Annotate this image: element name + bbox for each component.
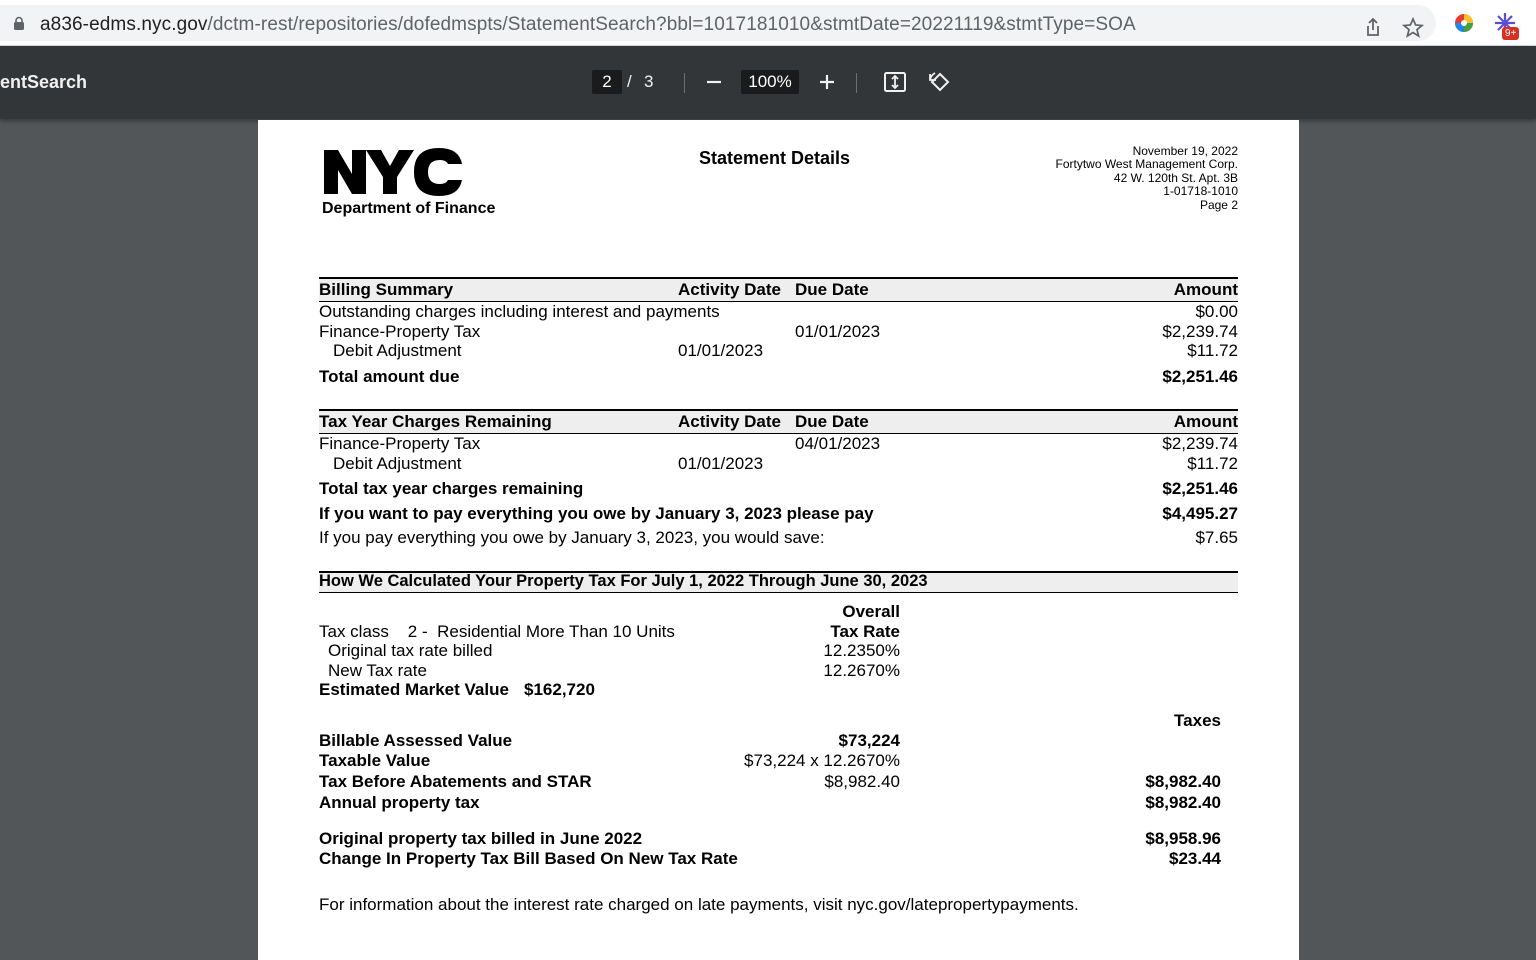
page-count: 3 — [644, 72, 654, 91]
toolbar-divider — [856, 73, 857, 93]
taxyear-row-label: Debit Adjustment — [333, 454, 462, 473]
original-rate-value: 12.2350% — [823, 641, 900, 660]
taxable-value: $73,224 x 12.2670% — [744, 751, 900, 770]
billing-activity-col: Activity Date — [678, 280, 781, 299]
owner-address: 42 W. 120th St. Apt. 3B — [1113, 170, 1238, 185]
taxyear-activity-col: Activity Date — [678, 412, 781, 431]
page-separator: / — [627, 72, 632, 91]
payall-amount: $4,495.27 — [1162, 504, 1238, 523]
billing-row-due: 01/01/2023 — [795, 322, 881, 341]
page-number-input[interactable]: 2 — [592, 70, 622, 94]
department-name: Department of Finance — [322, 200, 496, 217]
billing-row-amount: $0.00 — [1195, 302, 1238, 321]
rule — [319, 592, 1238, 593]
rotate-icon[interactable] — [926, 68, 954, 96]
billable-av-value: $73,224 — [838, 731, 900, 750]
market-value-label: Estimated Market Value — [319, 680, 509, 699]
taxyear-row-amount: $2,239.74 — [1162, 434, 1238, 453]
taxes-col-label: Taxes — [1174, 711, 1221, 730]
document-title: entSearch — [0, 72, 88, 92]
bbl-number: 1-01718-1010 — [1163, 184, 1238, 199]
fit-to-page-icon[interactable] — [881, 68, 909, 96]
toolbar-divider — [684, 73, 685, 93]
billing-amount-col: Amount — [1173, 280, 1238, 299]
billing-due-col: Due Date — [795, 280, 869, 299]
original-rate-label: Original tax rate billed — [328, 641, 493, 660]
page-label: Page 2 — [1199, 197, 1238, 212]
taxyear-total-amount: $2,251.46 — [1162, 479, 1238, 498]
billing-row-label: Debit Adjustment — [333, 341, 462, 360]
rule — [319, 409, 1238, 411]
nyc-logo-icon — [322, 146, 468, 198]
market-value: $162,720 — [524, 680, 595, 699]
lock-icon[interactable] — [12, 16, 26, 30]
billing-row-amount: $2,239.74 — [1162, 322, 1238, 341]
taxyear-row-activity: 01/01/2023 — [678, 454, 764, 473]
billing-row-label: Finance-Property Tax — [319, 322, 481, 341]
extension-badge: 9+ — [1502, 27, 1519, 40]
pdf-toolbar — [0, 46, 1536, 119]
omnibox[interactable] — [0, 5, 1436, 41]
new-rate-label: New Tax rate — [328, 661, 427, 680]
browser-address-bar — [0, 0, 1536, 46]
billing-summary-header: Billing Summary — [319, 280, 454, 299]
url-host: a836-edms.nyc.gov — [40, 14, 208, 35]
new-rate-value: 12.2670% — [823, 661, 900, 680]
taxyear-row-amount: $11.72 — [1187, 454, 1238, 473]
taxyear-due-col: Due Date — [795, 412, 869, 431]
savings-amount: $7.65 — [1195, 528, 1238, 547]
change-label: Change In Property Tax Bill Based On New Tax Rate — [319, 849, 738, 868]
billing-row-label: Outstanding charges including interest and payments — [319, 302, 720, 321]
taxyear-row-due: 04/01/2023 — [795, 434, 881, 453]
taxyear-row-label: Finance-Property Tax — [319, 434, 481, 453]
taxyear-total-label: Total tax year charges remaining — [319, 479, 584, 498]
url-path: /dctm-rest/repositories/dofedmspts/StatementSearch?bbl=1017181010&stmtDate=20221119&stmtType=SOA — [207, 14, 1136, 35]
taxyear-amount-col: Amount — [1173, 412, 1238, 431]
calculation-header: How We Calculated Your Property Tax For July 1, 2022 Through June 30, 2023 — [319, 572, 928, 590]
tax-before-tax: $8,982.40 — [1145, 772, 1221, 791]
annual-tax-label: Annual property tax — [319, 793, 480, 812]
statement-title: Statement Details — [699, 148, 851, 168]
bookmark-star-icon[interactable] — [1400, 15, 1426, 41]
taxable-value-label: Taxable Value — [319, 751, 431, 770]
change-value: $23.44 — [1169, 849, 1221, 868]
color-wheel-extension-icon[interactable] — [1451, 10, 1477, 36]
statement-date: November 19, 2022 — [1132, 144, 1238, 158]
taxyear-header: Tax Year Charges Remaining — [319, 412, 552, 431]
zoom-level-input[interactable]: 100% — [741, 70, 799, 94]
tax-rate-label: Tax Rate — [830, 622, 900, 641]
rule — [319, 277, 1238, 279]
payall-label: If you want to pay everything you owe by January 3, 2023 please pay — [319, 504, 874, 523]
late-payment-note: For information about the interest rate charged on late payments, visit nyc.gov/latepropertypayments. — [319, 895, 1079, 914]
total-due-amount: $2,251.46 — [1162, 367, 1238, 386]
total-due-label: Total amount due — [319, 367, 460, 386]
owner-name: Fortytwo West Management Corp. — [1055, 157, 1238, 172]
pdf-page — [258, 120, 1299, 960]
share-icon[interactable] — [1360, 15, 1386, 41]
tax-before-label: Tax Before Abatements and STAR — [319, 772, 592, 791]
annual-tax-value: $8,982.40 — [1145, 793, 1221, 812]
owner-info — [1055, 145, 1238, 212]
zoom-out-icon[interactable] — [700, 68, 728, 96]
savings-label: If you pay everything you owe by January 3, 2023, you would save: — [319, 528, 825, 547]
url-text[interactable] — [40, 14, 1136, 36]
billable-av-label: Billable Assessed Value — [319, 731, 513, 750]
zoom-in-icon[interactable] — [813, 68, 841, 96]
billing-row-amount: $11.72 — [1187, 341, 1238, 360]
tax-class: Tax class 2 - Residential More Than 10 Units — [319, 622, 675, 641]
tax-before-value: $8,982.40 — [824, 772, 900, 791]
overall-label: Overall — [842, 602, 900, 621]
original-billed-value: $8,958.96 — [1145, 829, 1221, 848]
original-billed-label: Original property tax billed in June 2022 — [319, 829, 643, 848]
billing-row-activity: 01/01/2023 — [678, 341, 764, 360]
